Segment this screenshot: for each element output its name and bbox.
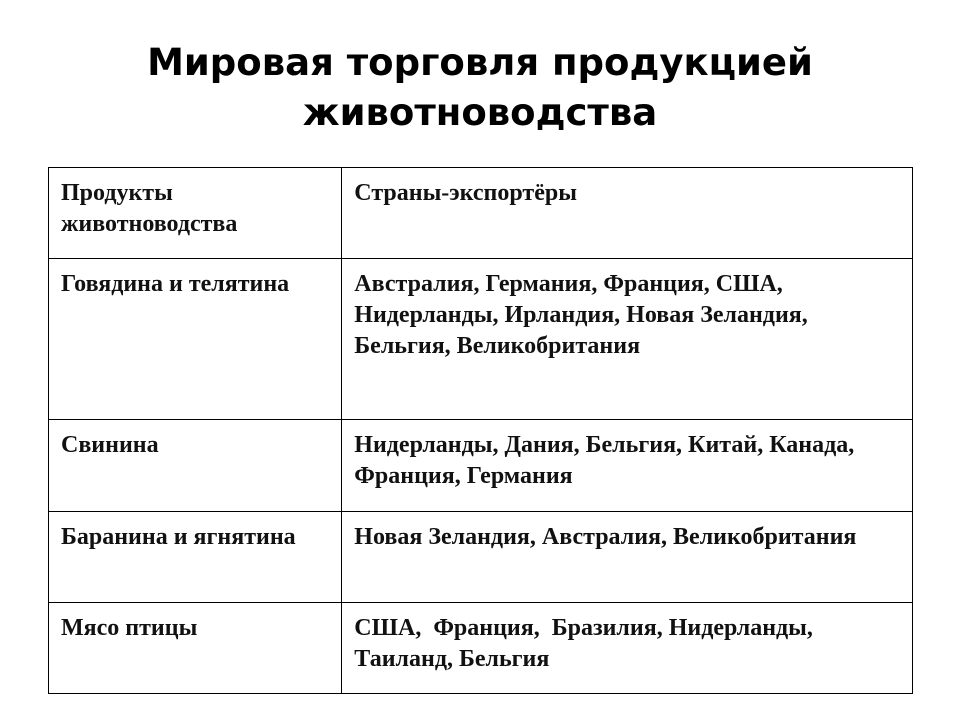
product-cell: Свинина	[49, 420, 342, 512]
header-countries: Страны-экспортёры	[342, 168, 913, 259]
header-product: Продукты животноводства	[49, 168, 342, 259]
slide-title	[0, 38, 960, 138]
table-row	[49, 512, 913, 603]
title-line-2: животноводства	[302, 91, 658, 134]
exporters-table	[48, 167, 913, 694]
countries-cell: Нидерланды, Дания, Бельгия, Китай, Канада, Франция, Германия	[342, 420, 913, 512]
product-cell: Мясо птицы	[49, 603, 342, 694]
title-line-1: Мировая торговля продукцией	[147, 41, 813, 84]
countries-cell: Новая Зеландия, Австралия, Великобритания	[342, 512, 913, 603]
table-header-row	[49, 168, 913, 259]
countries-cell: США, Франция, Бразилия, Нидерланды, Таиланд, Бельгия	[342, 603, 913, 694]
product-cell: Говядина и телятина	[49, 259, 342, 420]
table-row	[49, 603, 913, 694]
table-row	[49, 259, 913, 420]
table-row	[49, 420, 913, 512]
product-cell: Баранина и ягнятина	[49, 512, 342, 603]
countries-cell: Австралия, Германия, Франция, США, Нидерланды, Ирландия, Новая Зеландия, Бельгия, Великобритания	[342, 259, 913, 420]
